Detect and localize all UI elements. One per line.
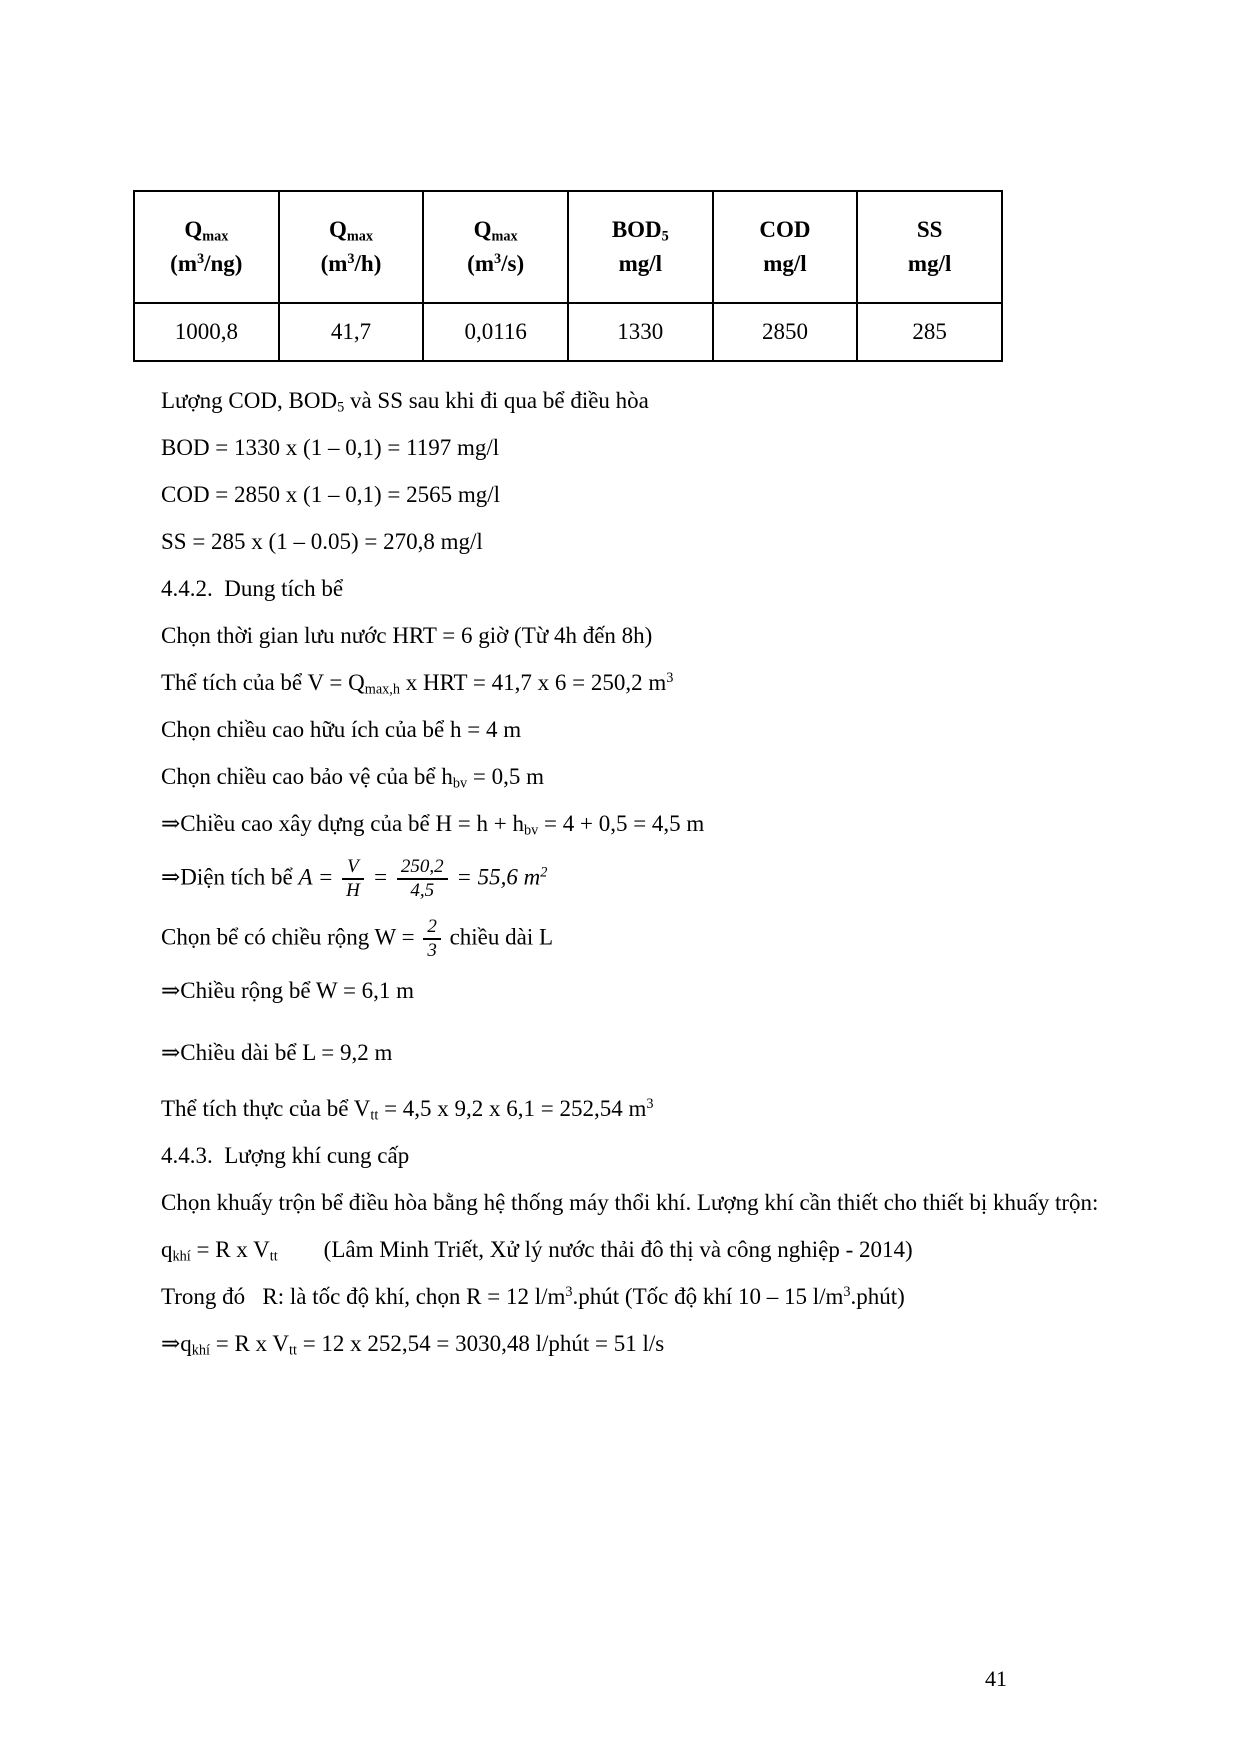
line-height-build — [133, 809, 1107, 839]
eq-cod — [133, 480, 1107, 510]
line-width-ratio — [133, 916, 1107, 962]
superscript: 3 — [843, 1284, 851, 1301]
text-run: Chiều rộng bể W = 6,1 m — [180, 978, 415, 1003]
intro-cod-bod-ss — [133, 386, 1107, 416]
superscript: 3 — [565, 1284, 573, 1301]
text-run: Q — [328, 217, 347, 243]
superscript: 3 — [493, 250, 502, 267]
table-header-cell — [423, 191, 568, 303]
text-run: 4.4.2. Dung tích bể — [161, 576, 344, 601]
text-run: BOD — [611, 217, 662, 243]
text-run: mg/l — [763, 250, 807, 276]
table-value-cell: 285 — [857, 303, 1002, 361]
text-run: = R x V — [210, 1331, 290, 1356]
line-volume — [133, 668, 1107, 698]
superscript: 3 — [646, 1096, 654, 1113]
text-run: Thể tích của bể V = Q — [161, 670, 365, 695]
table-header-row — [134, 191, 1002, 303]
text-run: ⇒ — [161, 978, 181, 1003]
text-run: SS = 285 x (1 – 0.05) = 270,8 mg/l — [161, 529, 483, 554]
para-mixing — [133, 1188, 1107, 1218]
text-run: Lượng COD, BOD — [161, 388, 338, 413]
text-run: mg/l — [618, 250, 663, 276]
subscript: khí — [172, 1248, 191, 1265]
table-header-cell — [279, 191, 424, 303]
subscript: bv — [524, 822, 539, 839]
text-run: = 0,5 m — [467, 764, 544, 789]
subscript: tt — [289, 1342, 297, 1359]
heading-4-4-2 — [133, 574, 1107, 604]
header-line-1 — [718, 217, 853, 243]
text-run: Chiều cao xây dựng của bể H = h + h — [180, 811, 524, 836]
text-run: COD = 2850 x (1 – 0,1) = 2565 mg/l — [161, 482, 500, 507]
fraction — [397, 856, 448, 902]
fraction-numerator: V — [342, 856, 364, 880]
superscript: 3 — [197, 250, 205, 267]
header-line-1 — [573, 217, 708, 243]
text-run: = 12 x 252,54 = 3030,48 l/phút = 51 l/s — [296, 1331, 665, 1356]
text-run: Chọn khuấy trộn bể điều hòa bằng hệ thống máy thổi khí. Lượng khí cần thiết cho thiết bị khuấy trộn: — [161, 1190, 1099, 1215]
subscript: tt — [269, 1248, 278, 1265]
fraction-numerator: 2 — [423, 916, 441, 940]
line-length-value — [133, 1038, 1107, 1068]
header-line-2 — [862, 251, 997, 277]
subscript: khí — [191, 1342, 210, 1359]
fraction-denominator: H — [346, 880, 360, 901]
line-height-protect — [133, 762, 1107, 792]
text-run: /s) — [501, 250, 525, 276]
superscript: 3 — [347, 250, 355, 267]
text-run: Chiều dài bể L = 9,2 m — [180, 1040, 393, 1065]
text-run: /ng) — [204, 250, 243, 276]
text-run: Diện tích bể — [180, 864, 299, 890]
subscript: 5 — [661, 228, 669, 245]
text-run: (m — [170, 250, 197, 276]
subscript: max — [491, 228, 518, 245]
header-line-2 — [718, 251, 853, 277]
header-line-2 — [428, 251, 563, 277]
line-height-useful — [133, 715, 1107, 745]
text-run: .phút (Tốc độ khí 10 – 15 l/m — [572, 1284, 844, 1309]
text-run: q — [180, 1331, 192, 1356]
fraction-numerator: 250,2 — [397, 856, 448, 880]
header-line-2 — [573, 251, 708, 277]
text-run: chiều dài L — [443, 924, 554, 950]
fraction — [342, 856, 364, 902]
subscript: bv — [452, 775, 468, 792]
text-run: Q — [184, 217, 203, 243]
header-line-2 — [139, 251, 274, 277]
text-run: 4.4.3. Lượng khí cung cấp — [161, 1143, 410, 1168]
text-run: (m — [467, 250, 494, 276]
header-line-1 — [862, 217, 997, 243]
text-run: SS — [916, 217, 943, 243]
text-run: Chọn bể có chiều rộng W = — [161, 924, 421, 950]
text-run: Chọn chiều cao bảo vệ của bể h — [161, 764, 453, 789]
text-run: ⇒ — [161, 1331, 181, 1356]
text-run: BOD = 1330 x (1 – 0,1) = 1197 mg/l — [161, 435, 500, 460]
text-run: và SS sau khi đi qua bể điều hòa — [344, 388, 649, 413]
text-run: Chọn thời gian lưu nước HRT = 6 giờ (Từ 4h đến 8h) — [161, 623, 653, 648]
eq-bod — [133, 433, 1107, 463]
table-value-cell: 1000,8 — [134, 303, 279, 361]
superscript: 3 — [666, 670, 674, 687]
line-width-value — [133, 976, 1107, 1006]
table-value-cell: 0,0116 — [423, 303, 568, 361]
text-run: COD — [759, 217, 811, 243]
line-real-volume — [133, 1094, 1107, 1124]
line-hrt — [133, 621, 1107, 651]
text-run: .phút) — [850, 1284, 905, 1309]
page-number: 41 — [985, 1666, 1007, 1691]
flow-parameters-table — [133, 190, 1003, 362]
line-qkhi-ref — [133, 1235, 1107, 1265]
table-header-cell — [568, 191, 713, 303]
table-value-cell: 1330 — [568, 303, 713, 361]
text-run: /h) — [354, 250, 382, 276]
text-run: mg/l — [907, 250, 952, 276]
text-run: = 4,5 x 9,2 x 6,1 = 252,54 m — [378, 1096, 647, 1121]
subscript: tt — [370, 1107, 379, 1124]
table-value-cell: 2850 — [713, 303, 858, 361]
line-trong-do — [133, 1282, 1107, 1312]
text-run: Thể tích thực của bể V — [161, 1096, 371, 1121]
table-value-row — [134, 303, 1002, 361]
table-header-cell — [857, 191, 1002, 303]
text-run: = — [312, 864, 340, 890]
document-body — [133, 386, 1107, 1359]
line-area-formula — [133, 856, 1107, 902]
subscript: max,h — [364, 681, 400, 698]
text-run: A — [298, 864, 313, 890]
eq-ss — [133, 527, 1107, 557]
text-run: q — [161, 1237, 173, 1262]
fraction — [423, 916, 441, 962]
text-run: Q — [473, 217, 492, 243]
header-line-1 — [428, 217, 563, 243]
header-line-2 — [284, 251, 419, 277]
subscript: max — [346, 228, 373, 245]
subscript: max — [202, 228, 229, 245]
subscript: 5 — [337, 399, 345, 416]
fraction-denominator: 3 — [427, 940, 437, 961]
text-run: Trong đó R: là tốc độ khí, chọn R = 12 l/m — [161, 1284, 566, 1309]
header-line-1 — [139, 217, 274, 243]
table-value-cell: 41,7 — [279, 303, 424, 361]
line-qkhi-result — [133, 1329, 1107, 1359]
table-header-cell — [134, 191, 279, 303]
text-run: ⇒ — [161, 811, 181, 836]
text-run: = — [366, 864, 394, 890]
text-run: ⇒ — [161, 1040, 181, 1065]
fraction-denominator: 4,5 — [410, 880, 435, 901]
text-run: (m — [320, 250, 348, 276]
text-run: (Lâm Minh Triết, Xử lý nước thải đô thị và công nghiệp - 2014) — [277, 1237, 913, 1262]
text-run: x HRT = 41,7 x 6 = 250,2 m — [399, 670, 667, 695]
text-run: m — [523, 864, 541, 890]
text-run: = 4 + 0,5 = 4,5 m — [538, 811, 705, 836]
heading-4-4-3 — [133, 1141, 1107, 1171]
superscript: 2 — [540, 864, 548, 881]
text-run: Chọn chiều cao hữu ích của bể h = 4 m — [161, 717, 522, 742]
text-run: = 55,6 — [450, 864, 524, 890]
table-header-cell — [713, 191, 858, 303]
text-run: ⇒ — [161, 864, 181, 890]
text-run: = R x V — [190, 1237, 270, 1262]
header-line-1 — [284, 217, 419, 243]
